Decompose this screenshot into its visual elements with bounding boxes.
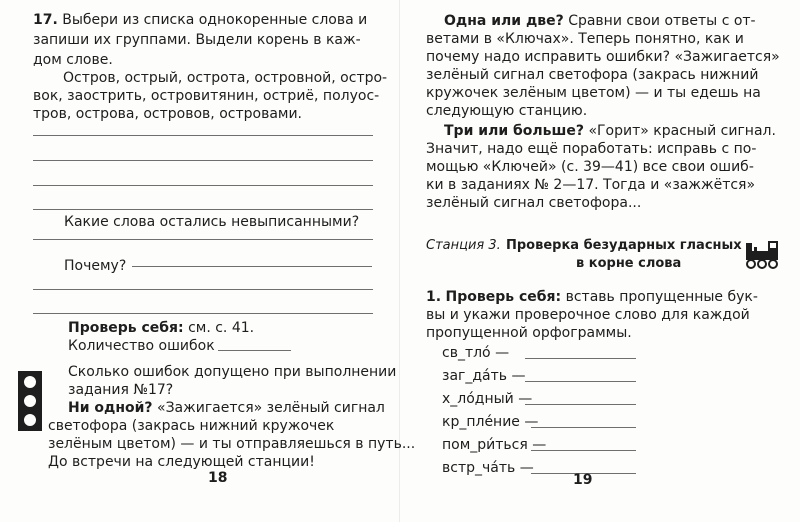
word-row: х_ло́дный —: [442, 391, 533, 407]
task-17-line-1: [33, 10, 367, 30]
none-label: Ни одной?: [68, 400, 153, 416]
one-two-line-1: [444, 11, 756, 31]
task-17-line-3: дом слове.: [33, 52, 113, 68]
none-line-3: зелёным цветом) — и ты отправляешься в путь...: [48, 436, 416, 452]
error-count-label: Количество ошибок: [68, 338, 215, 354]
word-list-line-3: тров, острова, островов, островами.: [33, 106, 303, 122]
answer-line[interactable]: [33, 289, 373, 290]
station-title-line-1: Проверка безударных гласных: [506, 238, 742, 253]
answer-line[interactable]: [33, 239, 373, 240]
word-row: пом_ри́ться —: [442, 437, 547, 453]
one-two-line-5: кружочек зелёным цветом) — и ты едешь на: [426, 85, 761, 101]
task-17-instruction: Выбери из списка однокоренные слова и: [62, 12, 368, 28]
question-unwritten: Какие слова остались невыписанными?: [64, 214, 360, 230]
one-two-line-3: почему надо исправить ошибки? «Зажигается»: [426, 49, 780, 65]
check-yourself-line: [68, 318, 254, 338]
task-1-text: вставь пропущенные бук-: [565, 289, 758, 305]
traffic-light-icon: [14, 370, 46, 432]
three-more-line-4: ки в заданиях № 2—17. Тогда и «зажжётся»: [426, 177, 756, 193]
task-17-line-2: запиши их группами. Выдели корень в каж-: [33, 32, 361, 48]
none-line-1: [68, 398, 385, 418]
three-more-label: Три или больше?: [444, 123, 584, 139]
check-word-line[interactable]: [531, 427, 636, 428]
answer-line[interactable]: [33, 209, 373, 210]
station-title-line-2: в корне слова: [576, 256, 682, 271]
three-more-line-1: [444, 121, 776, 141]
three-more-text: «Горит» красный сигнал.: [588, 123, 776, 139]
one-two-label: Одна или две?: [444, 13, 564, 29]
task-17-number: 17.: [33, 12, 58, 28]
none-text: «Зажигается» зелёный сигнал: [157, 400, 385, 416]
answer-line[interactable]: [33, 185, 373, 186]
page-right: [400, 0, 800, 522]
none-line-4: До встречи на следующей станции!: [48, 454, 315, 470]
word-list-line-2: вок, заострить, островитянин, остриё, полуос-: [33, 88, 380, 104]
task-1-number: 1.: [426, 289, 442, 305]
word-list-line-1: Остров, острый, острота, островной, остро-: [63, 70, 388, 86]
none-line-2: светофора (закрась нижний кружочек: [48, 418, 335, 434]
check-word-line[interactable]: [525, 358, 636, 359]
one-two-line-2: ветами в «Ключах». Теперь понятно, как и: [426, 31, 744, 47]
word-row: заг_да́ть —: [442, 368, 526, 384]
errors-question-line-1: Сколько ошибок допущено при выполнении: [68, 364, 397, 380]
check-word-line[interactable]: [525, 404, 636, 405]
station-label: Станция 3.: [426, 238, 501, 253]
errors-question-line-2: задания №17?: [68, 382, 174, 398]
word-row: встр_ча́ть —: [442, 460, 534, 476]
error-count-line[interactable]: [218, 350, 291, 351]
check-word-line[interactable]: [531, 450, 636, 451]
task-1-line-2: вы и укажи проверочное слово для каждой: [426, 307, 750, 323]
page-number-left: 18: [208, 470, 228, 486]
three-more-line-5: зелёный сигнал светофора...: [426, 195, 642, 211]
train-icon: [744, 237, 780, 271]
answer-line[interactable]: [33, 313, 373, 314]
answer-line[interactable]: [33, 135, 373, 136]
check-word-line[interactable]: [525, 381, 636, 382]
three-more-line-3: мощью «Ключей» (с. 39—41) все свои ошиб-: [426, 159, 754, 175]
check-yourself-label: Проверь себя:: [68, 320, 184, 336]
word-row: св_тло́ —: [442, 345, 510, 361]
answer-line[interactable]: [132, 266, 372, 267]
answer-line[interactable]: [33, 160, 373, 161]
one-two-line-6: следующую станцию.: [426, 103, 588, 119]
three-more-line-2: Значит, надо ещё поработать: исправь с по-: [426, 141, 757, 157]
page-number-right: 19: [573, 472, 593, 488]
check-yourself-ref: см. с. 41.: [188, 320, 255, 336]
one-two-text: Сравни свои ответы с от-: [568, 13, 756, 29]
question-why: Почему?: [64, 258, 127, 274]
task-1-check-label: Проверь себя:: [445, 289, 562, 305]
task-1-line-1: [426, 287, 758, 307]
one-two-line-4: зелёный сигнал светофора (закрась нижний: [426, 67, 759, 83]
word-row: кр_пле́ние —: [442, 414, 539, 430]
task-1-line-3: пропущенной орфограммы.: [426, 325, 632, 341]
